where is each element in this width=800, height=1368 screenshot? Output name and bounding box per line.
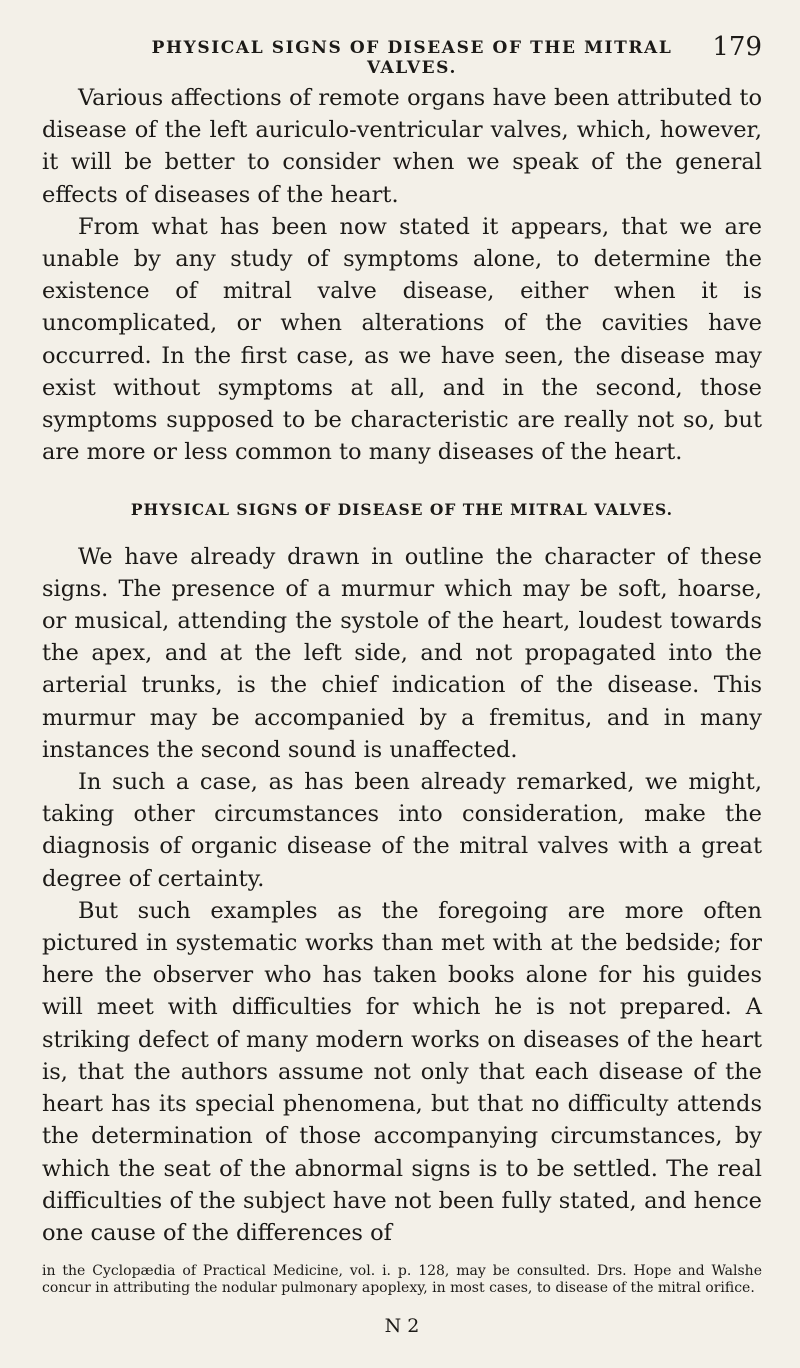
- paragraph: From what has been now stated it appears, that we are unable by any study of symptoms alone, to determine the existence of mitral valve disease, either when it is uncomplicated, or when alterations of the cavities have occurred. In the first case, as we have seen, the disease may exist without symptoms at all, and in the second, those symptoms supposed to be characteristic are really not so, but are more or less common to many diseases of the heart.: [42, 213, 762, 466]
- paragraph: Various affections of remote organs have been attributed to disease of the left auriculo-ventricular valves, which, however, it will be better to consider when we speak of the general effects of diseases of the heart.: [42, 85, 762, 208]
- paragraph: In such a case, as has been already remarked, we might, taking other circumstances into consideration, make the diagnosis of organic disease of the mitral valves with a great degree of certainty.: [42, 769, 762, 892]
- footnote-text: in the Cyclopædia of Practical Medicine, vol. i. p. 128, may be consulted. Drs. Hope and Walshe concur in attributing the nodular pulmonary apoplexy, in most cases, to disease of the mitral orifice.: [42, 1263, 762, 1297]
- paragraph: But such examples as the foregoing are more often pictured in systematic works than met with at the bedside; for here the observer who has taken books alone for his guides will meet with difficulties for which he is not prepared. A striking defect of many modern works on diseases of the heart is, that the authors assume not only that each disease of the heart has its special phenomena, but that no difficulty attends the determination of those accompanying circumstances, by which the seat of the abnormal signs is to be settled. The real difficulties of the subject have not been fully stated, and hence one cause of the differences of: [42, 897, 762, 1246]
- signature-mark: N 2: [384, 1315, 420, 1338]
- section-heading: PHYSICAL SIGNS OF DISEASE OF THE MITRAL VALVES.: [130, 500, 674, 520]
- body-text: [42, 82, 762, 1249]
- page-number: 179: [712, 32, 762, 62]
- paragraph: We have already drawn in outline the character of these signs. The presence of a murmur which may be soft, hoarse, or musical, attending the systole of the heart, loudest towards the apex, and at the left side, and not propagated into the arterial trunks, is the chief indication of the disease. This murmur may be accompanied by a fremitus, and in many instances the second sound is unaffected.: [42, 543, 762, 763]
- footnote: [42, 1263, 762, 1297]
- running-head: [42, 18, 762, 78]
- running-title: PHYSICAL SIGNS OF DISEASE OF THE MITRAL VALVES.: [151, 38, 673, 78]
